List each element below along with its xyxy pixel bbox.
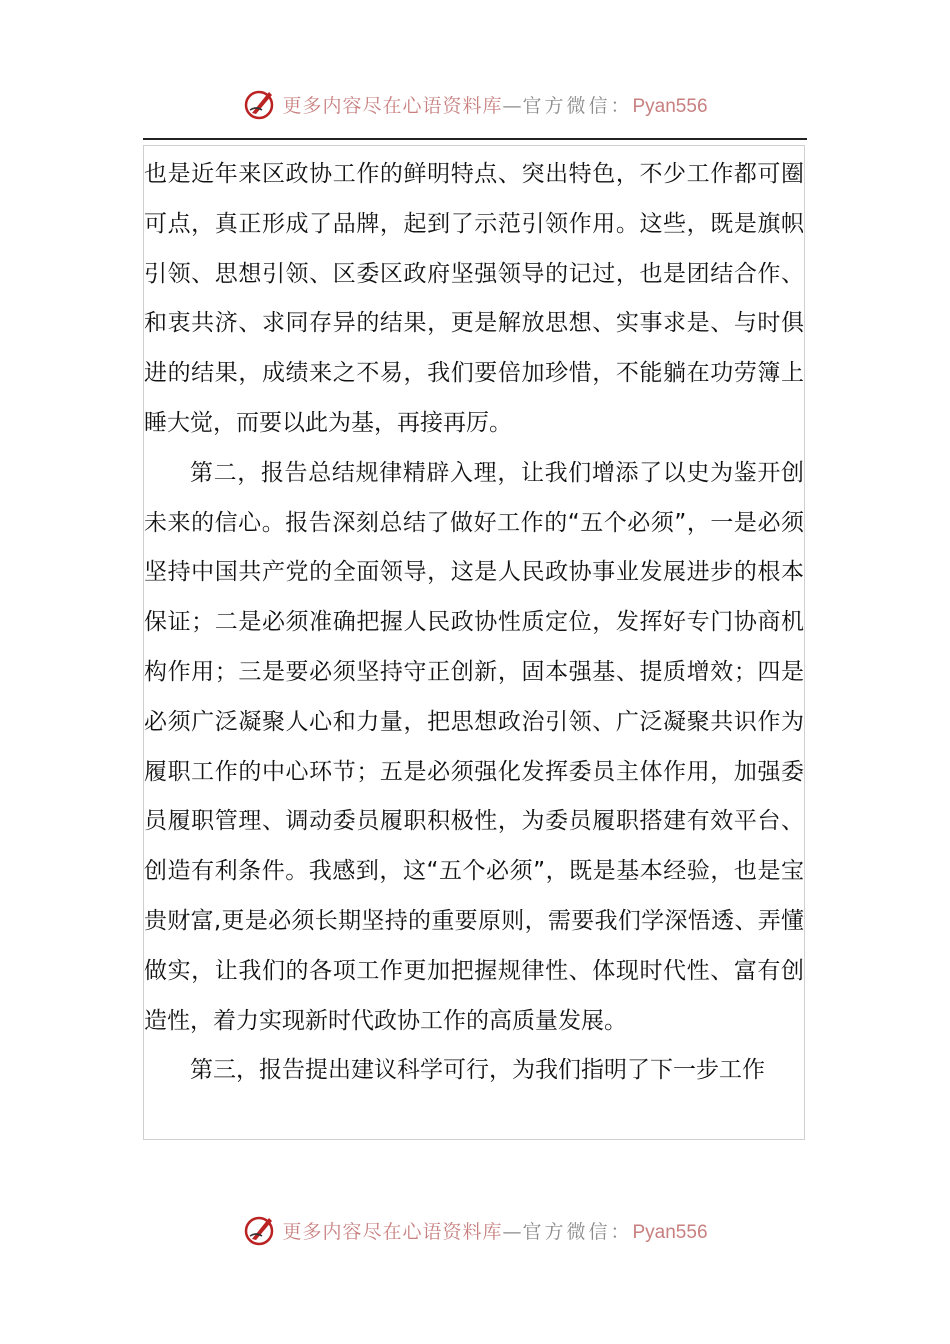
header-banner bbox=[0, 84, 950, 124]
paragraph-1: 也是近年来区政协工作的鲜明特点、突出特色，不少工作都可圈可点，真正形成了品牌，起到了示范引领作用。这些，既是旗帜引领、思想引领、区委区政府坚强领导的记过，也是团结合作、和衷共济、求同存异的结果，更是解放思想、实事求是、与时俱进的结果，成绩来之不易，我们要倍加珍惜，不能躺在功劳簿上睡大觉，而要以此为基，再接再厉。 bbox=[144, 161, 804, 436]
footer-brand: 更多内容尽在心语资料库 bbox=[282, 1220, 503, 1243]
paragraph-3: 第三，报告提出建议科学可行，为我们指明了下一步工作 bbox=[190, 1057, 765, 1084]
quill-logo-icon bbox=[242, 1212, 278, 1248]
header-dash: — bbox=[502, 94, 523, 117]
header-rule bbox=[143, 138, 807, 140]
quill-logo-icon bbox=[242, 86, 278, 122]
header-wechat-id: Pyan556 bbox=[632, 95, 708, 117]
footer-wechat-id: Pyan556 bbox=[632, 1221, 708, 1243]
footer-dash: — bbox=[502, 1220, 523, 1243]
header-brand: 更多内容尽在心语资料库 bbox=[282, 94, 503, 117]
footer-brand-text bbox=[282, 1217, 707, 1244]
document-body bbox=[144, 150, 804, 1096]
header-wechat-label: 官方微信： bbox=[522, 94, 633, 117]
paragraph-2: 第二，报告总结规律精辟入理，让我们增添了以史为鉴开创未来的信心。报告深刻总结了做好工作的“五个必须”，一是必须坚持中国共产党的全面领导，这是人民政协事业发展进步的根本保证；二是必须准确把握人民政协性质定位，发挥好专门协商机构作用；三是要必须坚持守正创新，固本强基、提质增效；四是必须广泛凝聚人心和力量，把思想政治引领、广泛凝聚共识作为履职工作的中心环节；五是必须强化发挥委员主体作用，加强委员履职管理、调动委员履职积极性，为委员履职搭建有效平台、创造有利条件。我感到，这“五个必须”，既是基本经验，也是宝贵财富,更是必须长期坚持的重要原则，需要我们学深悟透、弄懂做实，让我们的各项工作更加把握规律性、体现时代性、富有创造性，着力实现新时代政协工作的高质量发展。 bbox=[144, 459, 804, 1034]
footer-wechat-label: 官方微信： bbox=[522, 1220, 633, 1243]
header-brand-text bbox=[282, 91, 707, 118]
footer-banner bbox=[0, 1210, 950, 1250]
